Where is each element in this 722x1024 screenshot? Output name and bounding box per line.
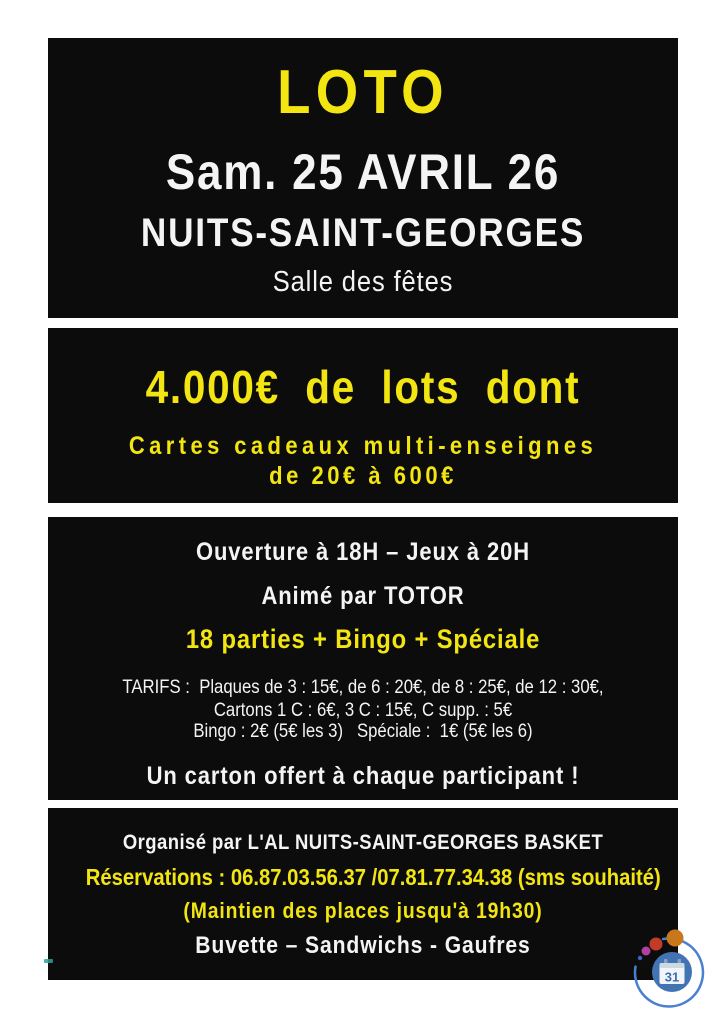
dot-magenta bbox=[642, 947, 651, 956]
prizes-block bbox=[48, 328, 678, 503]
prize-range-line: de 20€ à 600€ bbox=[269, 462, 457, 490]
prize-cards-line: Cartes cadeaux multi-enseignes bbox=[128, 432, 598, 460]
opening-hours-line: Ouverture à 18H – Jeux à 20H bbox=[195, 538, 531, 566]
dot-orange bbox=[667, 930, 684, 947]
tarifs-line-2: Cartons 1 C : 6€, 3 C : 15€, C supp. : 5€ bbox=[213, 700, 513, 721]
host-line: Animé par TOTOR bbox=[261, 582, 465, 610]
calendar-header-strip bbox=[660, 963, 685, 968]
calendar-day: 31 bbox=[664, 969, 680, 985]
tarifs-line-1: TARIFS : Plaques de 3 : 15€, de 6 : 20€, de 8 : 25€, de 12 : 30€, bbox=[122, 677, 604, 698]
event-title: LOTO bbox=[277, 58, 449, 127]
seat-hold-line: (Maintien des places jusqu'à 19h30) bbox=[183, 898, 543, 923]
info-block bbox=[48, 517, 678, 800]
reservations-line: Réservations : 06.87.03.56.37 /07.81.77.34.38 (sms souhaité) bbox=[85, 864, 661, 890]
tarifs-line-3: Bingo : 2€ (5€ les 3) Spéciale : 1€ (5€ les 6) bbox=[193, 721, 533, 742]
dot-red bbox=[650, 938, 663, 951]
event-venue: Salle des fêtes bbox=[272, 266, 454, 298]
header-block bbox=[48, 38, 678, 318]
prize-headline: 4.000€ de lots dont bbox=[145, 361, 581, 413]
games-line: 18 parties + Bingo + Spéciale bbox=[185, 624, 541, 654]
organizer-line: Organisé par L'AL NUITS-SAINT-GEORGES BASKET bbox=[122, 831, 604, 854]
calendar-widget[interactable] bbox=[630, 922, 722, 1024]
teal-mark bbox=[44, 959, 53, 963]
footer-block bbox=[48, 808, 678, 980]
refreshments-line: Buvette – Sandwichs - Gaufres bbox=[195, 932, 531, 959]
event-city: NUITS-SAINT-GEORGES bbox=[140, 211, 586, 255]
free-card-line: Un carton offert à chaque participant ! bbox=[146, 762, 580, 790]
dot-blue bbox=[638, 956, 642, 960]
calendar-icon bbox=[630, 922, 722, 1024]
event-date: Sam. 25 AVRIL 26 bbox=[165, 144, 561, 200]
